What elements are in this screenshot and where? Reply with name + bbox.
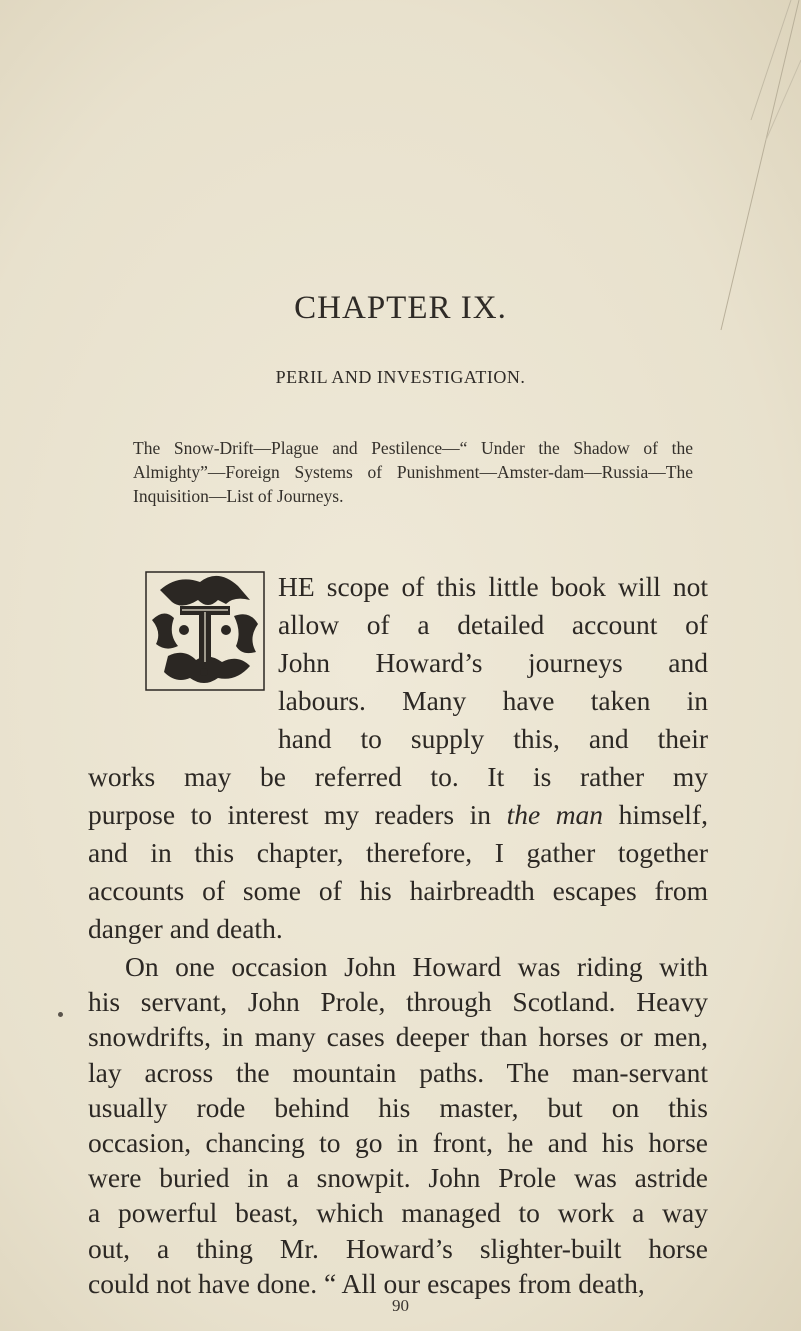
chapter-synopsis: The Snow-Drift—Plague and Pestilence—“ Under the Shadow of the Almighty”—Foreign Systems of Punishment—Amster-dam—Russia—The Inquisition—List of Journeys. [133, 438, 693, 506]
text-line-with-italic [88, 796, 708, 834]
decorated-initial-t [138, 560, 270, 698]
chapter-subtitle: PERIL AND INVESTIGATION. [275, 367, 526, 387]
italic-phrase: the man [506, 799, 604, 830]
page-fold-marks [681, 0, 801, 400]
text-line: John Howard’s journeys and [278, 647, 708, 678]
text-segment: purpose to interest my readers in [88, 799, 507, 830]
text-line: HE scope of this little book will not [278, 571, 708, 602]
text-line: and in this chapter, therefore, I gather together [88, 837, 708, 868]
text-line: a powerful beast, which managed to work a way [88, 1197, 708, 1229]
page-number: 90 [392, 1296, 409, 1315]
text-line: his servant, John Prole, through Scotland. Heavy [88, 986, 708, 1018]
text-line: out, a thing Mr. Howard’s slighter-built horse [88, 1232, 708, 1264]
text-line: usually rode behind his master, but on this [88, 1091, 708, 1123]
text-segment: himself, [603, 799, 708, 830]
text-line: accounts of some of his hairbreadth escapes from [88, 875, 708, 906]
margin-mark [58, 1012, 63, 1017]
text-line: On one occasion John Howard was riding with [125, 951, 708, 982]
text-line: hand to supply this, and their [278, 723, 708, 754]
text-line: danger and death. [88, 913, 283, 944]
text-line: could not have done. “ All our escapes from death, [88, 1267, 645, 1299]
text-line: occasion, chancing to go in front, he and his horse [88, 1127, 708, 1158]
text-line: lay across the mountain paths. The man-servant [88, 1056, 708, 1088]
chapter-title: CHAPTER IX. [294, 290, 507, 326]
text-line: snowdrifts, in many cases deeper than horses or men, [88, 1021, 708, 1053]
text-line: works may be referred to. It is rather my [88, 761, 708, 792]
text-line: allow of a detailed account of [278, 609, 708, 640]
text-line: labours. Many have taken in [278, 685, 708, 716]
text-line: were buried in a snowpit. John Prole was astride [88, 1162, 708, 1194]
